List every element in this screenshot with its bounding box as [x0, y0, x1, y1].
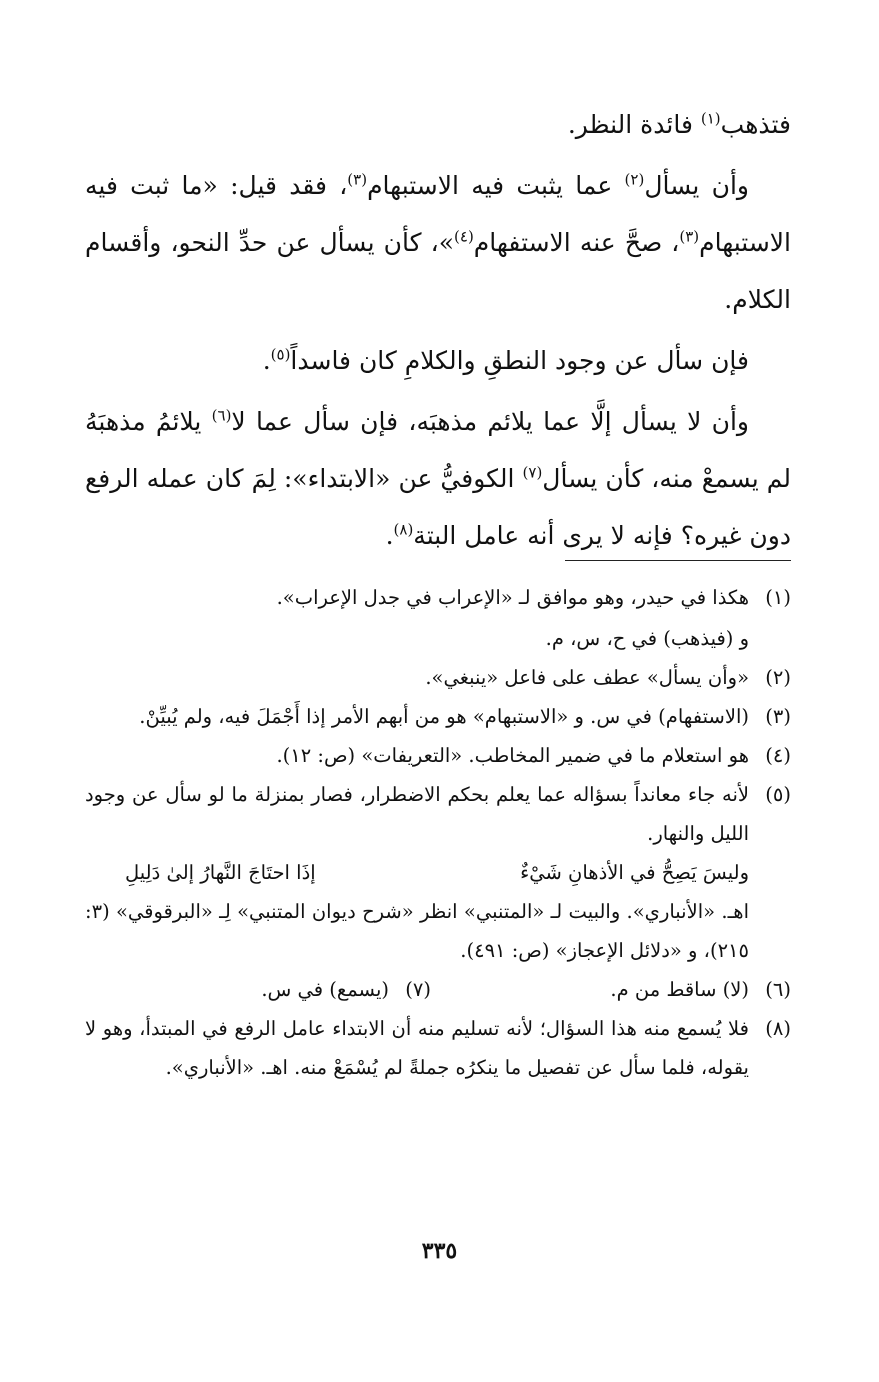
- text-run: الكوفيُّ عن «الابتداء»: لِمَ كان عمله الرفع دون غيره؟ فإنه لا يرى أنه عامل البتة: [85, 464, 791, 550]
- text-run: يلائمُ مذهبَهُ لم يسمعْ منه، كأن يسأل: [85, 407, 791, 493]
- footnote-ref[interactable]: (٣): [347, 170, 368, 189]
- paragraph-4: [85, 393, 791, 564]
- footnote-ref[interactable]: (٦): [211, 406, 232, 425]
- paragraph-1: [85, 96, 791, 153]
- footnote-7: [261, 970, 431, 1009]
- footnote-body: [85, 578, 749, 658]
- poetry-verse: [85, 853, 749, 892]
- footnote-ref[interactable]: (٤): [454, 227, 474, 246]
- footnote-1: [85, 578, 791, 658]
- text-run: »، كأن يسأل عن حدِّ النحو، وأقسام الكلام.: [85, 228, 791, 314]
- footnote-number: (٤): [765, 744, 791, 767]
- footnote-6: [431, 970, 791, 1009]
- footnote-body: (الاستفهام) في س. و «الاستبهام» هو من أبهم الأمر إذا أَجْمَلَ فيه، ولم يُبيِّنْ.: [139, 705, 749, 728]
- footnote-number: (٣): [765, 705, 791, 728]
- footnote-line: و (فيذهب) في ح، س، م.: [545, 627, 749, 650]
- text-run: ، صحَّ عنه الاستفهام: [473, 228, 680, 257]
- footnote-body: [85, 775, 749, 970]
- text-run: .: [385, 521, 394, 550]
- footnote-2: [85, 658, 791, 697]
- text-run: .: [262, 346, 271, 375]
- footnote-number: (٥): [765, 783, 791, 806]
- footnotes: [85, 578, 791, 1087]
- text-run: ، فقد قيل: «ما ثبت فيه الاستبهام: [85, 171, 791, 257]
- footnote-number: (٧): [405, 978, 431, 1001]
- footnote-3: [85, 697, 791, 736]
- footnote-4: [85, 736, 791, 775]
- footnote-separator: [565, 560, 791, 561]
- text-run: وأن يسأل: [644, 171, 750, 200]
- footnote-ref[interactable]: (٣): [679, 227, 700, 246]
- text-run: فإن سأل عن وجود النطقِ والكلامِ كان فاسداً: [290, 346, 749, 375]
- footnote-line: هكذا في حيدر، وهو موافق لـ «الإعراب في جدل الإعراب».: [276, 586, 749, 609]
- page-number: ٣٣٥: [421, 1238, 458, 1264]
- footnote-ref[interactable]: (١): [700, 109, 721, 128]
- footnote-body: فلا يُسمع منه هذا السؤال؛ لأنه تسليم منه أن الابتداء عامل الرفع في المبتدأ، وهو لا يقوله، فلما سأل عن تفصيل ما ينكرُه جملةً لم يُسْمَعْ منه. اهـ. «الأنباري».: [85, 1017, 749, 1079]
- text-run: وأن لا يسأل إلَّا عما يلائم مذهبَه، فإن سأل عما لا: [231, 407, 749, 436]
- footnote-line: لأنه جاء معانداً بسؤاله عما يعلم بحكم الاضطرار، فصار بمنزلة ما لو سأل عن وجود الليل والنهار.: [85, 783, 749, 845]
- footnote-ref[interactable]: (٢): [624, 170, 645, 189]
- footnote-number: (٦): [765, 978, 791, 1001]
- footnote-ref[interactable]: (٧): [522, 463, 543, 482]
- verse-second-hemistich: إذَا احتَاجَ النَّهارُ إلىٰ دَلِيلِ: [125, 861, 316, 884]
- footnote-8: [85, 1009, 791, 1087]
- footnote-body: «وأن يسأل» عطف على فاعل «ينبغي».: [425, 666, 749, 689]
- footnote-ref[interactable]: (٥): [270, 345, 291, 364]
- footnote-number: (٨): [765, 1017, 791, 1040]
- footnote-number: (١): [765, 586, 791, 609]
- main-text: [85, 96, 791, 564]
- text-run: عما يثبت فيه الاستبهام: [367, 171, 625, 200]
- footnote-body: (لا) ساقط من م.: [610, 978, 749, 1001]
- paragraph-2: [85, 157, 791, 328]
- verse-first-hemistich: وليسَ يَصِحُّ في الأذهانِ شَيْءٌ: [520, 861, 749, 884]
- footnotes-6-7: [85, 970, 791, 1009]
- footnote-number: (٢): [765, 666, 791, 689]
- paragraph-3: [85, 332, 791, 389]
- footnote-ref[interactable]: (٨): [393, 520, 414, 539]
- footnote-5: [85, 775, 791, 970]
- footnote-body: هو استعلام ما في ضمير المخاطب. «التعريفات» (ص: ١٢).: [276, 744, 749, 767]
- text-run: فائدة النظر.: [567, 110, 701, 139]
- text-run: فتذهب: [720, 110, 791, 139]
- footnote-line: اهـ. «الأنباري». والبيت لـ «المتنبي» انظر «شرح ديوان المتنبي» لِـ «البرقوقي» (٣: ٢١٥)، و «دلائل الإعجاز» (ص: ٤٩١).: [85, 900, 749, 962]
- footnote-body: (يسمع) في س.: [261, 978, 389, 1001]
